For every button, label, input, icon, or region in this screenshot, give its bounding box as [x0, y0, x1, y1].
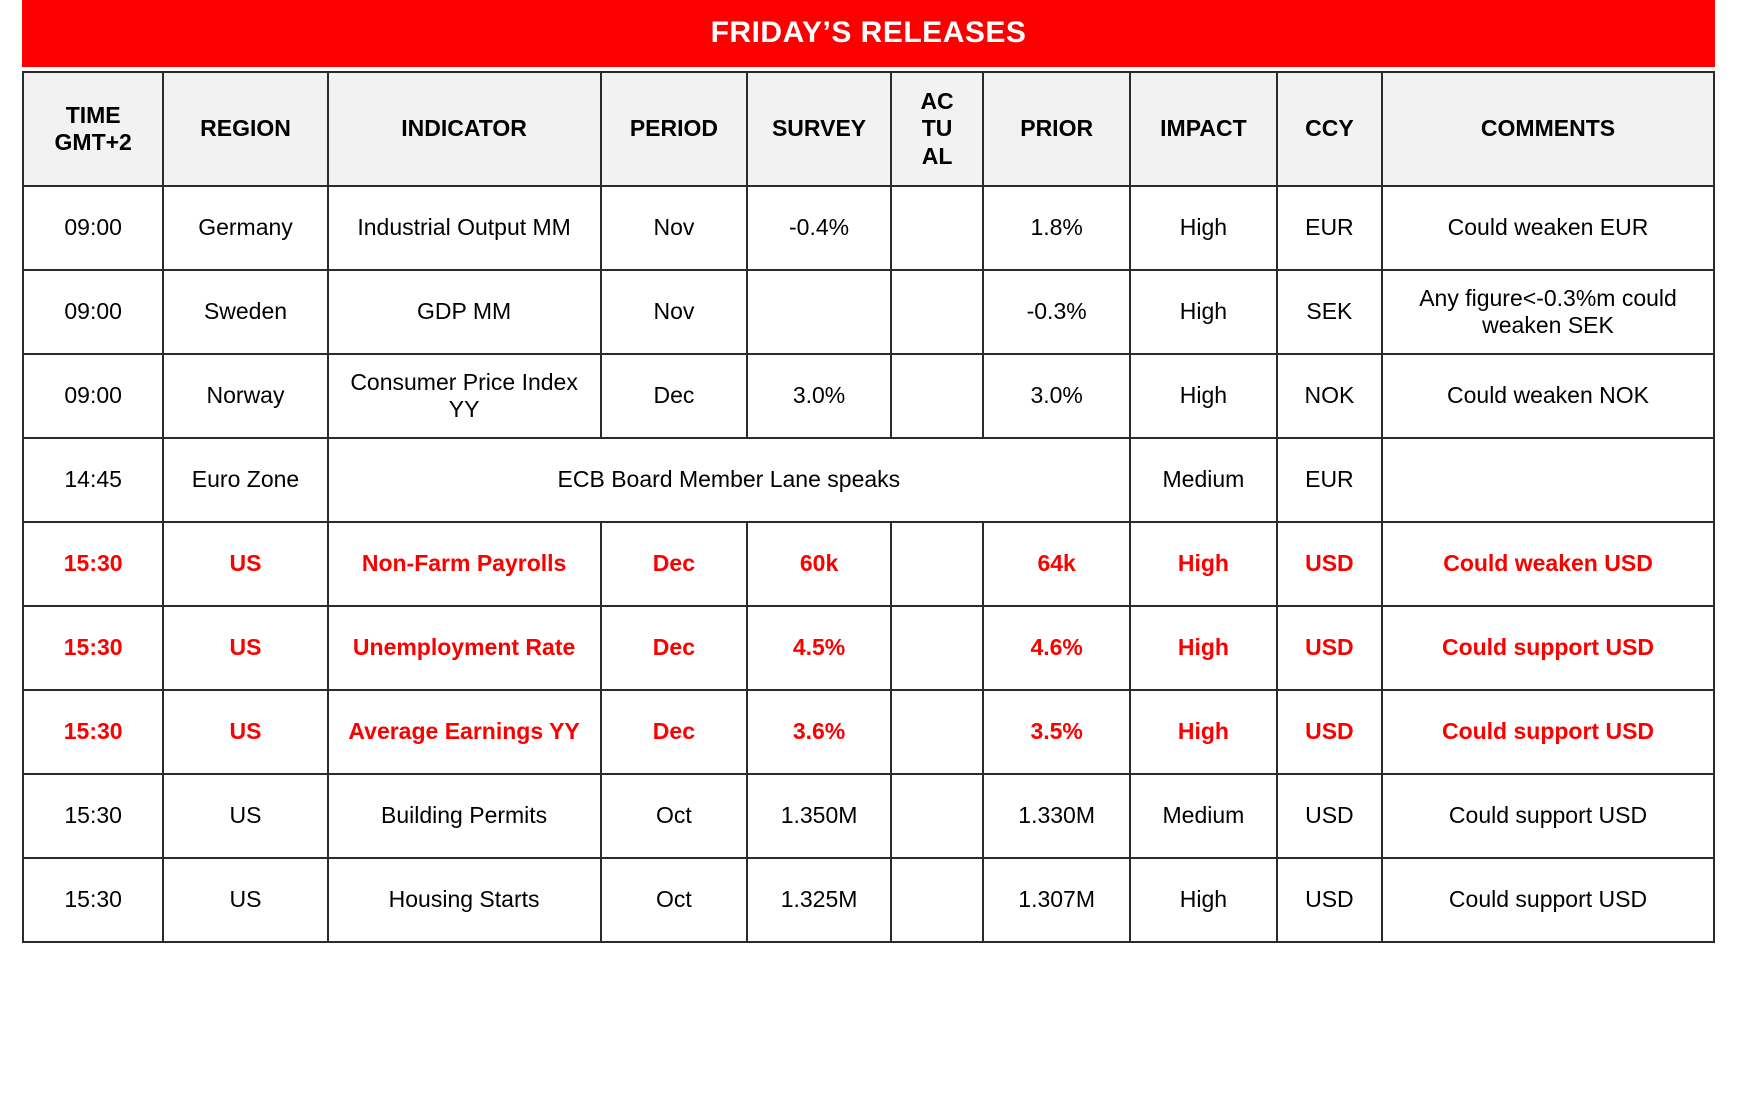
- column-header-period: PERIOD: [601, 72, 748, 186]
- cell-period: Oct: [601, 858, 748, 942]
- cell-actual: [891, 858, 983, 942]
- column-header-actual: [891, 72, 983, 186]
- page-title: FRIDAY’S RELEASES: [22, 0, 1715, 67]
- cell-ccy: USD: [1277, 690, 1382, 774]
- cell-time: 14:45: [23, 438, 163, 522]
- cell-time: 15:30: [23, 858, 163, 942]
- table-header: [23, 72, 1714, 186]
- cell-comments: Could support USD: [1382, 858, 1714, 942]
- table-row: [23, 438, 1714, 522]
- cell-indicator: Non-Farm Payrolls: [328, 522, 601, 606]
- column-header-actual-line2: TU: [921, 115, 953, 142]
- cell-comments: Could weaken NOK: [1382, 354, 1714, 438]
- column-header-indicator: INDICATOR: [328, 72, 601, 186]
- cell-prior: 3.0%: [983, 354, 1130, 438]
- cell-comments: [1382, 438, 1714, 522]
- cell-indicator: Building Permits: [328, 774, 601, 858]
- cell-comments: Could support USD: [1382, 690, 1714, 774]
- cell-comments: Could support USD: [1382, 606, 1714, 690]
- table-row: [23, 774, 1714, 858]
- cell-indicator: Unemployment Rate: [328, 606, 601, 690]
- cell-region: US: [163, 774, 327, 858]
- cell-region: US: [163, 690, 327, 774]
- cell-region: US: [163, 858, 327, 942]
- cell-indicator: Industrial Output MM: [328, 186, 601, 270]
- cell-period: Dec: [601, 690, 748, 774]
- cell-time: 15:30: [23, 606, 163, 690]
- cell-time: 15:30: [23, 522, 163, 606]
- cell-comments: Any figure<-0.3%m could weaken SEK: [1382, 270, 1714, 354]
- cell-ccy: EUR: [1277, 438, 1382, 522]
- releases-table: [22, 71, 1715, 943]
- cell-ccy: SEK: [1277, 270, 1382, 354]
- cell-survey: [747, 270, 891, 354]
- cell-prior: 1.307M: [983, 858, 1130, 942]
- cell-region: US: [163, 522, 327, 606]
- cell-impact: High: [1130, 186, 1277, 270]
- cell-comments: Could support USD: [1382, 774, 1714, 858]
- cell-indicator: Housing Starts: [328, 858, 601, 942]
- cell-ccy: USD: [1277, 858, 1382, 942]
- cell-region: Sweden: [163, 270, 327, 354]
- cell-survey: 1.350M: [747, 774, 891, 858]
- column-header-time-line1: TIME: [65, 101, 121, 128]
- cell-impact: Medium: [1130, 438, 1277, 522]
- cell-period: Oct: [601, 774, 748, 858]
- cell-ccy: USD: [1277, 774, 1382, 858]
- cell-period: Nov: [601, 186, 748, 270]
- column-header-impact: IMPACT: [1130, 72, 1277, 186]
- cell-time: 09:00: [23, 354, 163, 438]
- column-header-time: [23, 72, 163, 186]
- table-body: [23, 186, 1714, 942]
- cell-time: 15:30: [23, 774, 163, 858]
- cell-time: 09:00: [23, 270, 163, 354]
- header-row: [23, 72, 1714, 186]
- table-row: [23, 270, 1714, 354]
- cell-actual: [891, 354, 983, 438]
- cell-impact: High: [1130, 270, 1277, 354]
- cell-period: Nov: [601, 270, 748, 354]
- cell-ccy: EUR: [1277, 186, 1382, 270]
- cell-prior: -0.3%: [983, 270, 1130, 354]
- cell-indicator: ECB Board Member Lane speaks: [328, 438, 1130, 522]
- cell-time: 15:30: [23, 690, 163, 774]
- cell-indicator: Consumer Price Index YY: [328, 354, 601, 438]
- table-row: [23, 186, 1714, 270]
- cell-period: Dec: [601, 606, 748, 690]
- cell-region: Germany: [163, 186, 327, 270]
- table-row: [23, 522, 1714, 606]
- cell-actual: [891, 606, 983, 690]
- column-header-prior: PRIOR: [983, 72, 1130, 186]
- cell-actual: [891, 774, 983, 858]
- cell-prior: 64k: [983, 522, 1130, 606]
- cell-impact: High: [1130, 354, 1277, 438]
- column-header-comments: COMMENTS: [1382, 72, 1714, 186]
- column-header-time-line2: GMT+2: [54, 129, 132, 155]
- cell-time: 09:00: [23, 186, 163, 270]
- cell-actual: [891, 522, 983, 606]
- column-header-ccy: CCY: [1277, 72, 1382, 186]
- cell-ccy: NOK: [1277, 354, 1382, 438]
- cell-survey: -0.4%: [747, 186, 891, 270]
- column-header-survey: SURVEY: [747, 72, 891, 186]
- cell-actual: [891, 270, 983, 354]
- column-header-region: REGION: [163, 72, 327, 186]
- cell-indicator: GDP MM: [328, 270, 601, 354]
- cell-prior: 4.6%: [983, 606, 1130, 690]
- cell-indicator: Average Earnings YY: [328, 690, 601, 774]
- column-header-actual-line3: AL: [921, 142, 953, 169]
- cell-comments: Could weaken EUR: [1382, 186, 1714, 270]
- cell-impact: High: [1130, 522, 1277, 606]
- table-row: [23, 606, 1714, 690]
- cell-ccy: USD: [1277, 522, 1382, 606]
- cell-survey: 60k: [747, 522, 891, 606]
- cell-impact: High: [1130, 858, 1277, 942]
- cell-survey: 4.5%: [747, 606, 891, 690]
- cell-survey: 3.6%: [747, 690, 891, 774]
- cell-impact: High: [1130, 606, 1277, 690]
- column-header-actual-line1: AC: [920, 88, 954, 115]
- cell-impact: Medium: [1130, 774, 1277, 858]
- cell-comments: Could weaken USD: [1382, 522, 1714, 606]
- cell-period: Dec: [601, 354, 748, 438]
- cell-survey: 3.0%: [747, 354, 891, 438]
- cell-impact: High: [1130, 690, 1277, 774]
- cell-ccy: USD: [1277, 606, 1382, 690]
- cell-actual: [891, 186, 983, 270]
- cell-region: Norway: [163, 354, 327, 438]
- cell-survey: 1.325M: [747, 858, 891, 942]
- cell-region: Euro Zone: [163, 438, 327, 522]
- cell-prior: 3.5%: [983, 690, 1130, 774]
- cell-prior: 1.330M: [983, 774, 1130, 858]
- cell-actual: [891, 690, 983, 774]
- cell-period: Dec: [601, 522, 748, 606]
- table-row: [23, 354, 1714, 438]
- table-row: [23, 690, 1714, 774]
- cell-region: US: [163, 606, 327, 690]
- table-row: [23, 858, 1714, 942]
- cell-prior: 1.8%: [983, 186, 1130, 270]
